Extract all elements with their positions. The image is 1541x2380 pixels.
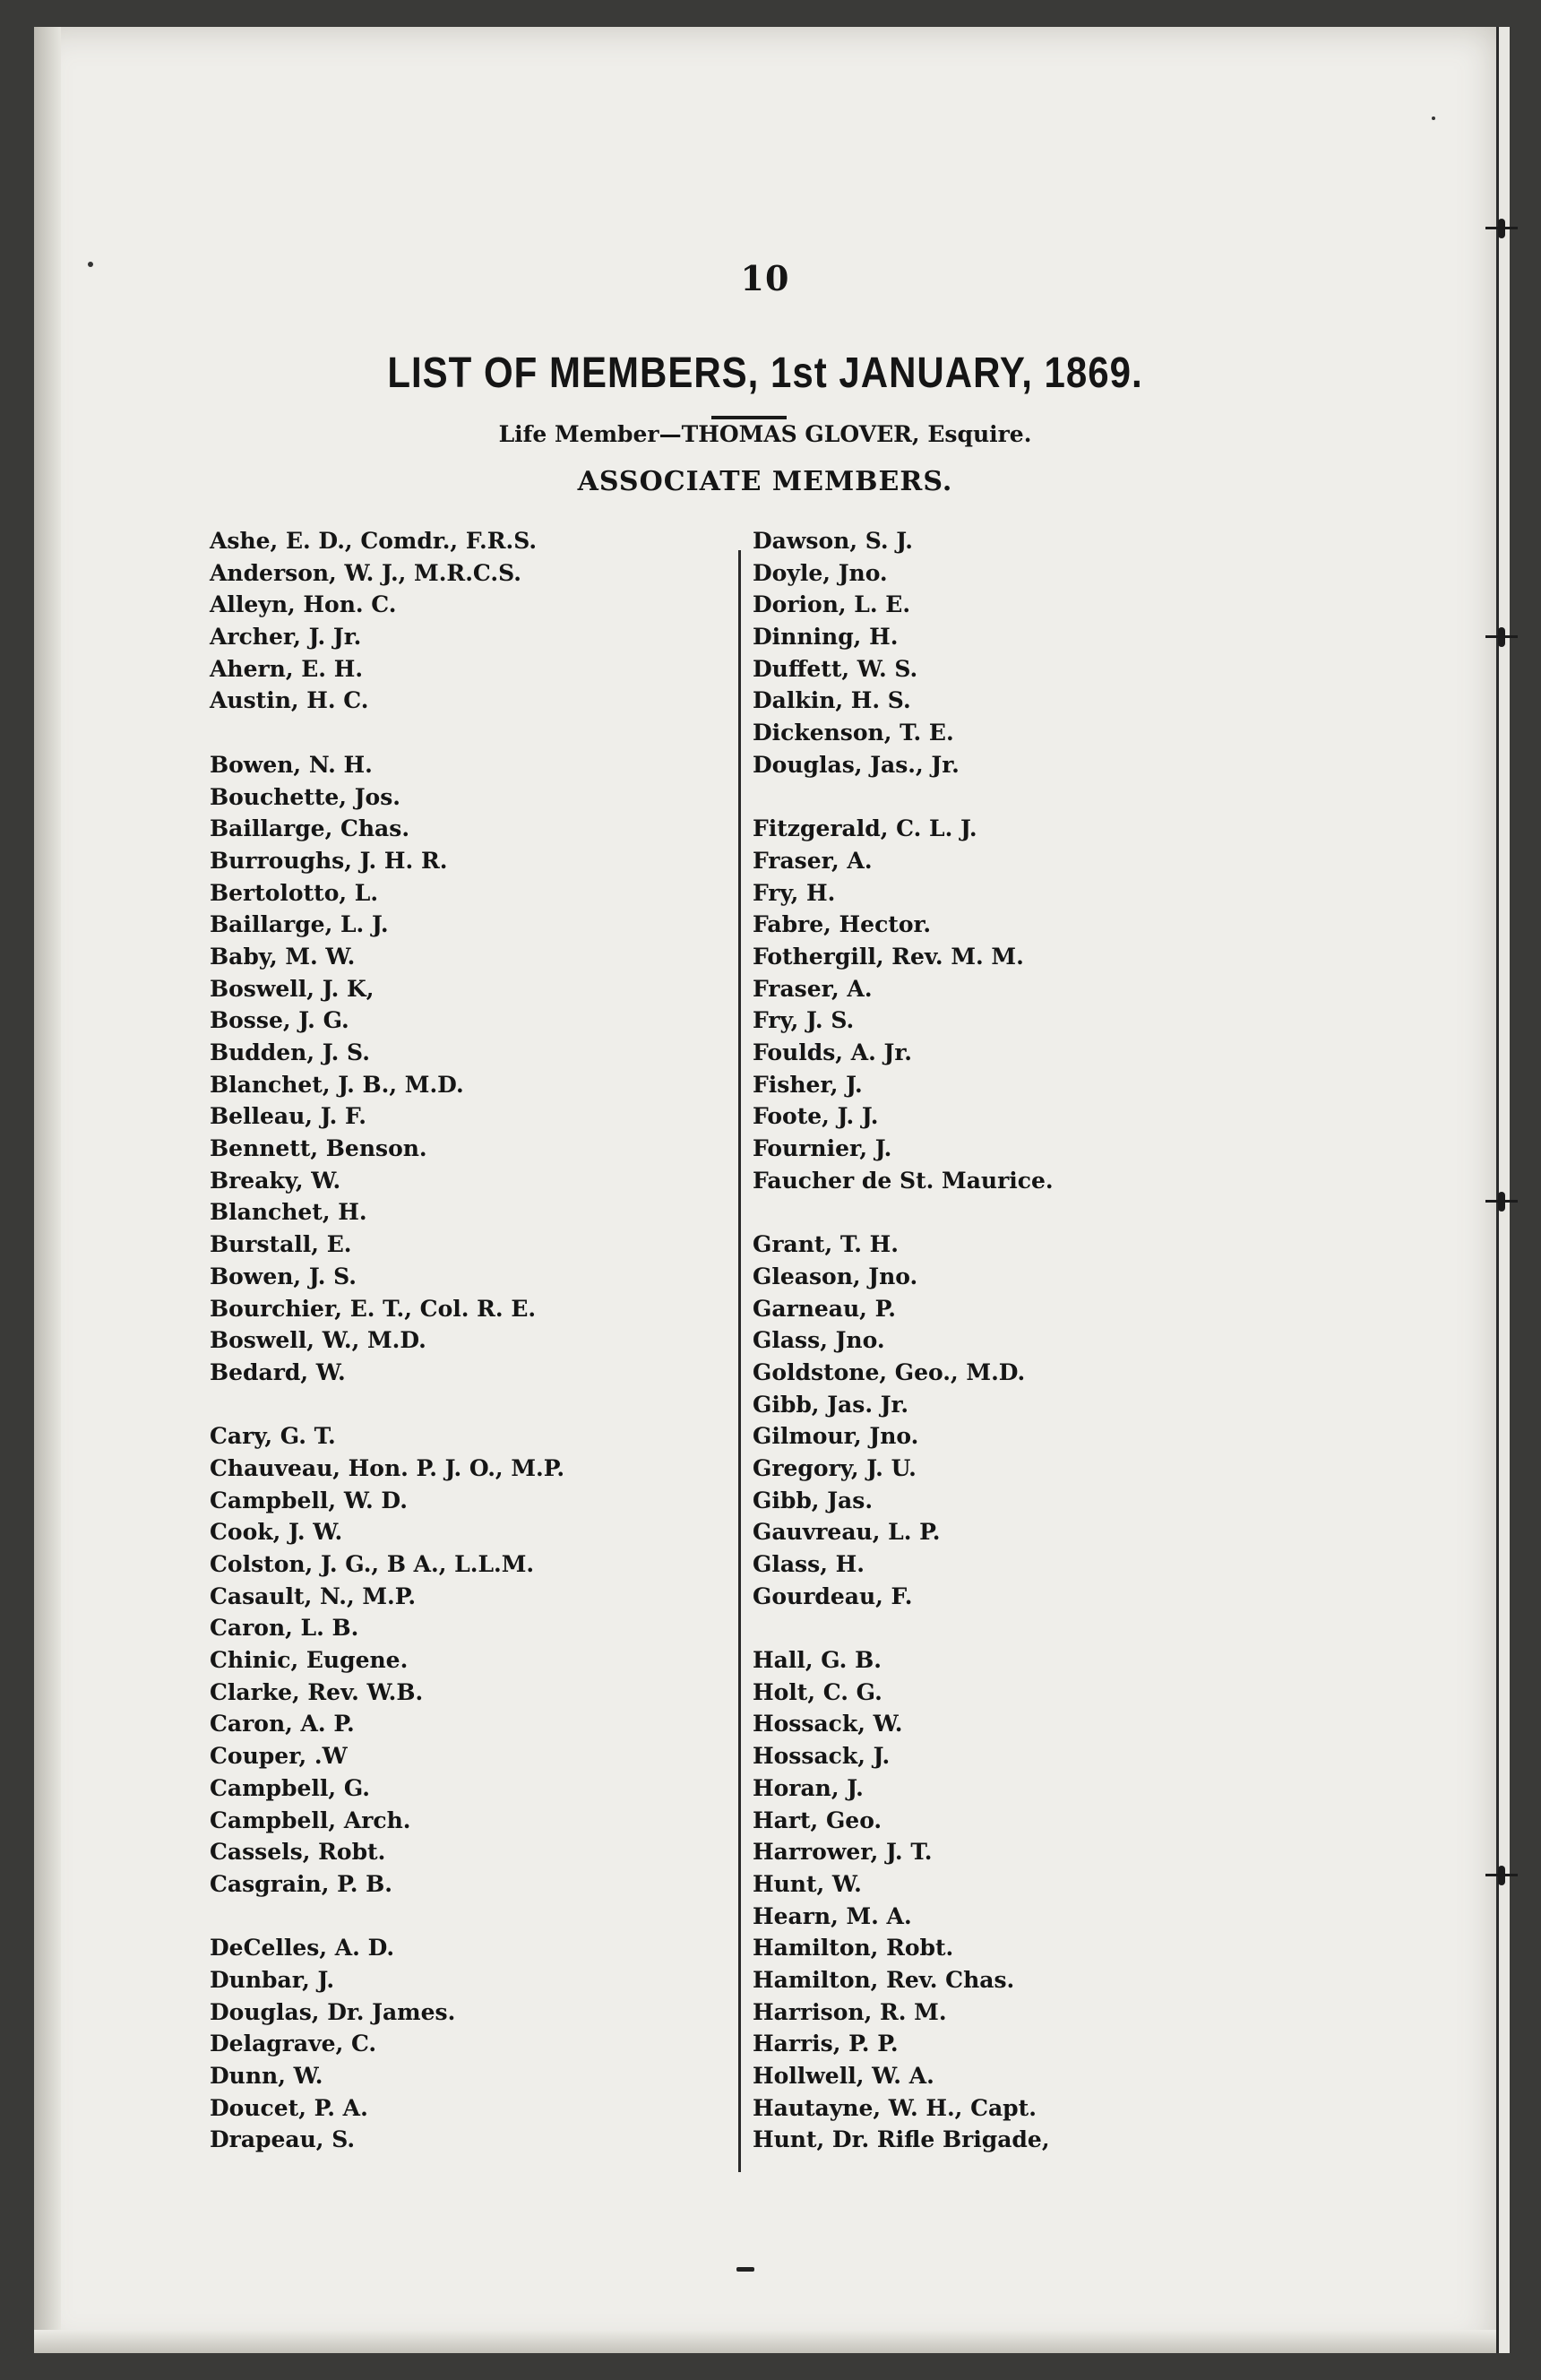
member-entry: Baby, M. W.: [210, 943, 356, 970]
member-entry: Boswell, J. K,: [210, 975, 374, 1002]
member-entry: Dunbar, J.: [210, 1966, 335, 1993]
member-entry: Dunn, W.: [210, 2063, 323, 2089]
member-entry: Hautayne, W. H., Capt.: [753, 2094, 1037, 2121]
list-spacer: [753, 1612, 1054, 1644]
member-entry: Couper, .W: [210, 1743, 348, 1770]
member-entry: Fry, J. S.: [753, 1007, 855, 1034]
member-entry: Harrison, R. M.: [753, 1998, 947, 2025]
member-entry: Casgrain, P. B.: [210, 1870, 393, 1897]
member-entry: Horan, J.: [753, 1774, 864, 1801]
member-entry: Grant, T. H.: [753, 1231, 899, 1258]
binding-stitch-icon: [1485, 1866, 1518, 1885]
member-entry: Duffett, W. S.: [753, 655, 918, 682]
member-entry: Anderson, W. J., M.R.C.S.: [210, 559, 521, 586]
member-entry: Campbell, W. D.: [210, 1487, 408, 1513]
member-entry: Bedard, W.: [210, 1358, 346, 1385]
right-page-border: [1496, 27, 1510, 2353]
right-member-column: [753, 525, 1054, 2156]
member-entry: Delagrave, C.: [210, 2031, 377, 2057]
member-entry: Bourchier, E. T., Col. R. E.: [210, 1295, 537, 1322]
member-entry: Archer, J. Jr.: [210, 624, 362, 651]
member-entry: Burroughs, J. H. R.: [210, 847, 448, 874]
member-entry: Gibb, Jas.: [753, 1487, 874, 1513]
member-entry: Glass, Jno.: [753, 1327, 885, 1354]
member-entry: Fraser, A.: [753, 847, 873, 874]
member-entry: Faucher de St. Maurice.: [753, 1167, 1054, 1194]
member-entry: Fothergill, Rev. M. M.: [753, 943, 1024, 970]
member-entry: Campbell, Arch.: [210, 1807, 411, 1833]
member-entry: Gregory, J. U.: [753, 1454, 917, 1481]
section-heading: ASSOCIATE MEMBERS.: [577, 466, 953, 497]
member-entry: Bouchette, Jos.: [210, 783, 400, 810]
member-entry: Breaky, W.: [210, 1167, 341, 1194]
member-entry: Bowen, N. H.: [210, 751, 373, 778]
member-entry: Alleyn, Hon. C.: [210, 591, 397, 618]
paper-speck: [1432, 116, 1435, 120]
member-entry: Gleason, Jno.: [753, 1263, 918, 1289]
page-number: 10: [740, 258, 790, 298]
member-entry: Harris, P. P.: [753, 2031, 899, 2057]
member-entry: Bennett, Benson.: [210, 1135, 427, 1162]
member-entry: Budden, J. S.: [210, 1039, 370, 1065]
member-entry: Ahern, E. H.: [210, 655, 364, 682]
member-entry: Hossack, W.: [753, 1711, 903, 1738]
member-entry: Fraser, A.: [753, 975, 873, 1002]
member-entry: Cook, J. W.: [210, 1519, 343, 1546]
page-bottom-edge: [34, 2330, 1496, 2353]
member-entry: Gourdeau, F.: [753, 1582, 913, 1609]
member-entry: Glass, H.: [753, 1551, 865, 1577]
book-page: [34, 27, 1496, 2353]
member-entry: Casault, N., M.P.: [210, 1582, 417, 1609]
member-entry: Goldstone, Geo., M.D.: [753, 1358, 1026, 1385]
list-spacer: [210, 717, 564, 749]
member-entry: Bertolotto, L.: [210, 879, 379, 906]
member-entry: Dinning, H.: [753, 624, 899, 651]
member-entry: Cassels, Robt.: [210, 1839, 386, 1866]
member-entry: Dawson, S. J.: [753, 528, 913, 554]
member-entry: Gibb, Jas. Jr.: [753, 1391, 909, 1418]
member-entry: Hamilton, Rev. Chas.: [753, 1966, 1015, 1993]
member-entry: Boswell, W., M.D.: [210, 1327, 426, 1354]
member-entry: Fournier, J.: [753, 1135, 892, 1162]
member-entry: Fabre, Hector.: [753, 911, 932, 938]
left-member-column: [210, 525, 564, 2156]
member-entry: Hunt, Dr. Rifle Brigade,: [753, 2126, 1050, 2153]
member-entry: Douglas, Jas., Jr.: [753, 751, 960, 778]
member-entry: DeCelles, A. D.: [210, 1935, 395, 1962]
footer-mark: [736, 2267, 754, 2272]
member-entry: Caron, L. B.: [210, 1615, 359, 1642]
member-entry: Douglas, Dr. James.: [210, 1998, 456, 2025]
member-entry: Doyle, Jno.: [753, 559, 888, 586]
member-entry: Austin, H. C.: [210, 687, 369, 714]
member-entry: Hunt, W.: [753, 1870, 862, 1897]
member-entry: Harrower, J. T.: [753, 1839, 933, 1866]
list-spacer: [753, 781, 1054, 814]
member-entry: Hossack, J.: [753, 1743, 891, 1770]
member-entry: Baillarge, Chas.: [210, 815, 410, 842]
member-entry: Dalkin, H. S.: [753, 687, 911, 714]
member-entry: Baillarge, L. J.: [210, 911, 389, 938]
member-entry: Chinic, Eugene.: [210, 1647, 409, 1674]
member-entry: Hearn, M. A.: [753, 1902, 912, 1929]
column-divider: [738, 550, 741, 2172]
member-entry: Blanchet, J. B., M.D.: [210, 1071, 464, 1098]
member-entry: Dorion, L. E.: [753, 591, 911, 618]
title-rule: [711, 416, 787, 419]
list-spacer: [210, 1389, 564, 1421]
member-entry: Cary, G. T.: [210, 1423, 336, 1450]
member-entry: Colston, J. G., B A., L.L.M.: [210, 1551, 535, 1577]
page-title: LIST OF MEMBERS, 1st JANUARY, 1869.: [387, 348, 1143, 397]
list-spacer: [753, 1196, 1054, 1229]
member-entry: Hall, G. B.: [753, 1647, 882, 1674]
member-entry: Caron, A. P.: [210, 1711, 355, 1738]
member-entry: Gauvreau, L. P.: [753, 1519, 941, 1546]
member-entry: Clarke, Rev. W.B.: [210, 1678, 424, 1705]
member-entry: Bowen, J. S.: [210, 1263, 357, 1289]
member-entry: Foote, J. J.: [753, 1103, 879, 1130]
member-entry: Gilmour, Jno.: [753, 1423, 919, 1450]
member-entry: Campbell, G.: [210, 1774, 370, 1801]
member-entry: Belleau, J. F.: [210, 1103, 366, 1130]
member-entry: Garneau, P.: [753, 1295, 896, 1322]
member-entry: Drapeau, S.: [210, 2126, 356, 2153]
paper-speck: [88, 262, 93, 267]
binding-stitch-icon: [1485, 1192, 1518, 1212]
binding-stitch-icon: [1485, 219, 1518, 238]
member-entry: Foulds, A. Jr.: [753, 1039, 912, 1065]
member-entry: Hollwell, W. A.: [753, 2063, 934, 2089]
member-entry: Hart, Geo.: [753, 1807, 882, 1833]
binding-stitch-icon: [1485, 627, 1518, 647]
member-entry: Bosse, J. G.: [210, 1007, 349, 1034]
member-entry: Blanchet, H.: [210, 1199, 367, 1226]
member-entry: Holt, C. G.: [753, 1678, 882, 1705]
member-entry: Ashe, E. D., Comdr., F.R.S.: [210, 528, 538, 554]
member-entry: Dickenson, T. E.: [753, 720, 954, 746]
member-entry: Hamilton, Robt.: [753, 1935, 954, 1962]
member-entry: Doucet, P. A.: [210, 2094, 368, 2121]
member-entry: Chauveau, Hon. P. J. O., M.P.: [210, 1454, 565, 1481]
member-entry: Fitzgerald, C. L. J.: [753, 815, 977, 842]
member-entry: Fisher, J.: [753, 1071, 863, 1098]
list-spacer: [210, 1901, 564, 1933]
member-entry: Fry, H.: [753, 879, 836, 906]
life-member-line: Life Member—THOMAS GLOVER, Esquire.: [498, 421, 1032, 447]
member-entry: Burstall, E.: [210, 1231, 352, 1258]
